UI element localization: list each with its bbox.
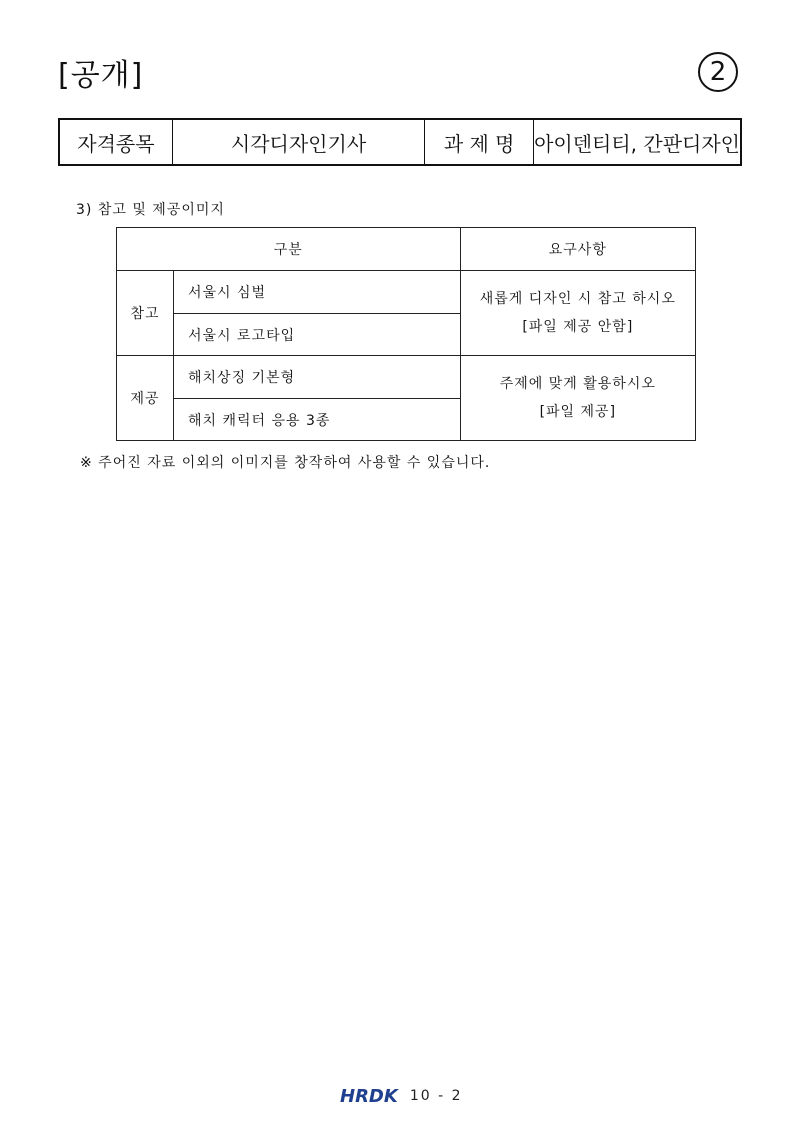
page-number: 10 - 2 xyxy=(409,1088,463,1104)
requirement-cell xyxy=(460,271,695,356)
exam-info-table xyxy=(58,118,742,166)
header-requirement: 요구사항 xyxy=(460,228,695,271)
requirement-cell xyxy=(460,356,695,441)
task-value: 아이덴티티, 간판디자인 xyxy=(534,119,741,165)
category-cell: 제공 xyxy=(117,356,174,441)
task-label: 과 제 명 xyxy=(425,119,534,165)
note-text: ※ 주어진 자료 이외의 이미지를 창작하여 사용할 수 있습니다. xyxy=(80,455,491,471)
table-row xyxy=(117,356,696,399)
requirement-text: 주제에 맞게 활용하시오 xyxy=(499,376,656,392)
item-cell: 해치상징 기본형 xyxy=(174,356,461,399)
item-cell: 서울시 심벌 xyxy=(174,271,461,314)
hrdk-logo: HRDK xyxy=(340,1085,398,1107)
category-cell: 참고 xyxy=(117,271,174,356)
reference-image-table xyxy=(116,227,696,441)
header-category: 구분 xyxy=(117,228,461,271)
section-number-badge: 2 xyxy=(698,52,738,92)
requirement-text: 새롭게 디자인 시 참고 하시오 xyxy=(479,291,676,307)
page-footer xyxy=(340,1084,463,1108)
field-value: 시각디자인기사 xyxy=(172,119,424,165)
file-provision-text: [파일 제공 안함] xyxy=(522,319,634,335)
item-cell: 서울시 로고타입 xyxy=(174,314,461,356)
table-row xyxy=(117,271,696,314)
item-cell: 해치 캐릭터 응용 3종 xyxy=(174,399,461,441)
field-label: 자격종목 xyxy=(59,119,172,165)
file-provision-text: [파일 제공] xyxy=(539,404,617,420)
section-title: 3) 참고 및 제공이미지 xyxy=(76,202,225,218)
disclosure-label: [공개] xyxy=(58,58,144,93)
